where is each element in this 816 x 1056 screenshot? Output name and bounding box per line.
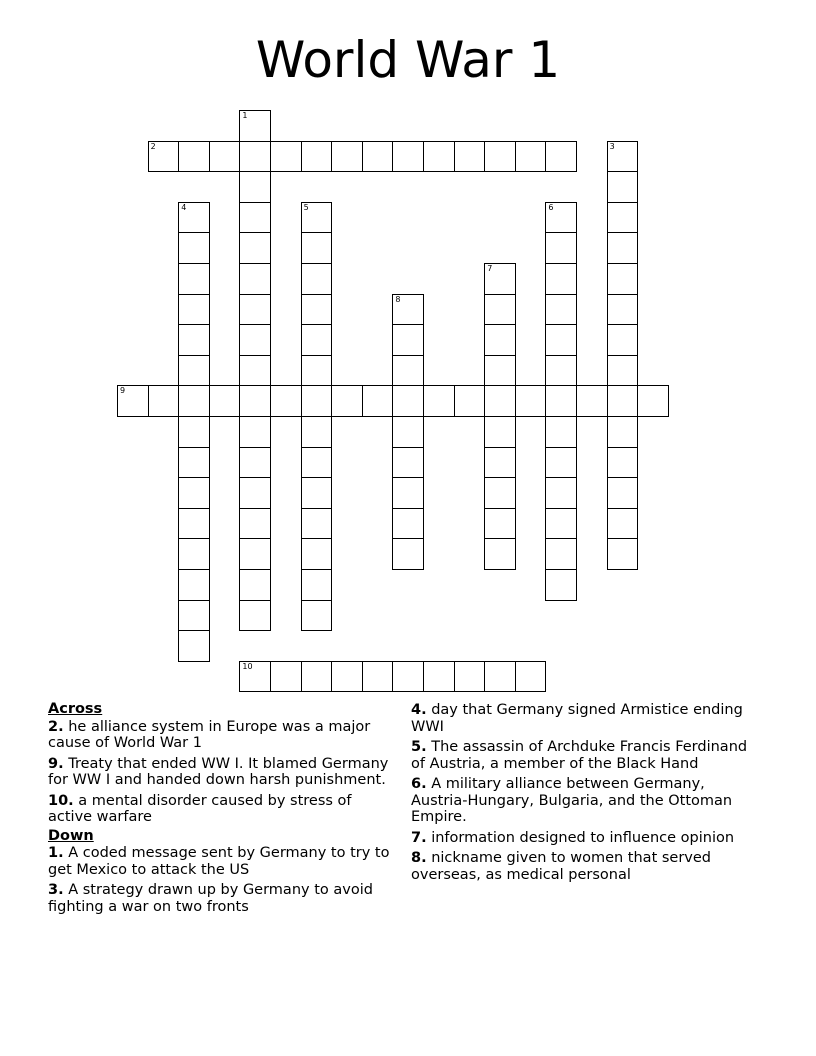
grid-cell[interactable] — [545, 355, 577, 387]
clue-number: 2. — [48, 718, 64, 735]
grid-cell[interactable] — [301, 416, 333, 448]
clues-column-left — [48, 700, 393, 919]
grid-cell[interactable] — [239, 171, 271, 203]
grid-cell[interactable] — [454, 141, 486, 173]
cell-number: 3 — [609, 141, 615, 151]
grid-cell[interactable] — [607, 202, 639, 234]
grid-cell[interactable] — [392, 477, 424, 509]
grid-cell[interactable] — [607, 385, 639, 417]
cell-number: 9 — [120, 386, 126, 396]
grid-cell[interactable] — [515, 385, 547, 417]
cell-number: 2 — [150, 141, 156, 151]
grid-cell[interactable] — [392, 538, 424, 570]
grid-cell[interactable] — [484, 294, 516, 326]
grid-cell[interactable] — [423, 385, 455, 417]
grid-cell[interactable] — [178, 416, 210, 448]
clue-number: 4. — [411, 702, 427, 718]
clue-down-6 — [411, 776, 761, 826]
grid-cell[interactable] — [239, 232, 271, 264]
grid-cell[interactable] — [392, 141, 424, 173]
grid-cell[interactable] — [301, 294, 333, 326]
clue-text: information designed to influence opinion — [431, 829, 735, 846]
grid-cell[interactable] — [545, 569, 577, 601]
grid-cell[interactable] — [545, 447, 577, 479]
clue-number: 6. — [411, 776, 427, 792]
grid-cell[interactable] — [117, 385, 149, 417]
grid-cell[interactable] — [239, 416, 271, 448]
clue-text: a mental disorder caused by stress of active warfare — [48, 792, 352, 825]
grid-cell[interactable] — [484, 661, 516, 693]
grid-cell[interactable] — [270, 141, 302, 173]
clue-down-1 — [48, 845, 393, 878]
grid-cell[interactable] — [239, 141, 271, 173]
clue-text: A strategy drawn up by Germany to avoid fighting a war on two fronts — [48, 882, 373, 915]
grid-cell[interactable] — [607, 324, 639, 356]
clue-down-8 — [411, 850, 761, 883]
grid-cell[interactable] — [607, 447, 639, 479]
grid-cell[interactable] — [484, 477, 516, 509]
grid-cell[interactable] — [484, 508, 516, 540]
grid-cell[interactable] — [423, 141, 455, 173]
grid-cell[interactable] — [301, 600, 333, 632]
grid-cell[interactable] — [484, 141, 516, 173]
grid-cell[interactable] — [392, 447, 424, 479]
grid-cell[interactable] — [515, 141, 547, 173]
grid-cell[interactable] — [148, 385, 180, 417]
grid-cell[interactable] — [484, 385, 516, 417]
grid-cell[interactable] — [239, 661, 271, 693]
cell-number: 6 — [548, 202, 554, 212]
grid-cell[interactable] — [607, 263, 639, 295]
grid-cell[interactable] — [545, 416, 577, 448]
grid-cell[interactable] — [545, 385, 577, 417]
grid-cell[interactable] — [423, 661, 455, 693]
grid-cell[interactable] — [239, 538, 271, 570]
grid-cell[interactable] — [607, 416, 639, 448]
grid-cell[interactable] — [637, 385, 669, 417]
grid-cell[interactable] — [239, 324, 271, 356]
grid-cell[interactable] — [239, 508, 271, 540]
grid-cell[interactable] — [484, 538, 516, 570]
grid-cell[interactable] — [239, 110, 271, 142]
clue-number: 7. — [411, 829, 427, 846]
grid-cell[interactable] — [178, 324, 210, 356]
grid-cell[interactable] — [239, 477, 271, 509]
grid-cell[interactable] — [545, 141, 577, 173]
grid-cell[interactable] — [607, 355, 639, 387]
across-heading: Across — [48, 701, 103, 717]
grid-cell[interactable] — [454, 385, 486, 417]
clue-text: The assassin of Archduke Francis Ferdinand of Austria, a member of the Black Hand — [411, 739, 748, 772]
grid-cell[interactable] — [301, 202, 333, 234]
grid-cell[interactable] — [392, 355, 424, 387]
grid-cell[interactable] — [576, 385, 608, 417]
grid-cell[interactable] — [607, 538, 639, 570]
grid-cell[interactable] — [607, 171, 639, 203]
grid-cell[interactable] — [484, 324, 516, 356]
grid-cell[interactable] — [607, 508, 639, 540]
grid-cell[interactable] — [545, 538, 577, 570]
grid-cell[interactable] — [545, 232, 577, 264]
grid-cell[interactable] — [392, 385, 424, 417]
grid-cell[interactable] — [239, 600, 271, 632]
clue-down-5 — [411, 739, 761, 772]
clue-down-4 — [411, 702, 761, 735]
clue-number: 5. — [411, 739, 427, 755]
clue-number: 9. — [48, 755, 64, 772]
grid-cell[interactable] — [545, 508, 577, 540]
clue-across-9 — [48, 756, 393, 789]
grid-cell[interactable] — [301, 355, 333, 387]
grid-cell[interactable] — [301, 661, 333, 693]
clue-number: 8. — [411, 850, 427, 866]
grid-cell[interactable] — [607, 294, 639, 326]
cell-number: 4 — [181, 202, 187, 212]
grid-cell[interactable] — [331, 661, 363, 693]
grid-cell[interactable] — [239, 385, 271, 417]
grid-cell[interactable] — [484, 355, 516, 387]
clue-across-10 — [48, 793, 393, 826]
grid-cell[interactable] — [331, 141, 363, 173]
grid-cell[interactable] — [545, 202, 577, 234]
grid-cell[interactable] — [301, 477, 333, 509]
grid-cell[interactable] — [301, 232, 333, 264]
clue-text: he alliance system in Europe was a major cause of World War 1 — [48, 718, 371, 751]
grid-cell[interactable] — [239, 569, 271, 601]
grid-cell[interactable] — [239, 447, 271, 479]
cell-number: 5 — [303, 202, 309, 212]
clue-text: A coded message sent by Germany to try to get Mexico to attack the US — [48, 845, 390, 878]
grid-cell[interactable] — [178, 202, 210, 234]
grid-cell[interactable] — [454, 661, 486, 693]
grid-cell[interactable] — [178, 569, 210, 601]
grid-cell[interactable] — [178, 508, 210, 540]
cell-number: 7 — [487, 264, 493, 273]
clue-number: 10. — [48, 792, 74, 809]
grid-cell[interactable] — [301, 508, 333, 540]
grid-cell[interactable] — [178, 263, 210, 295]
grid-cell[interactable] — [178, 447, 210, 479]
grid-cell[interactable] — [270, 661, 302, 693]
clue-number: 1. — [48, 845, 64, 861]
grid-cell[interactable] — [515, 661, 547, 693]
grid-cell[interactable] — [178, 294, 210, 326]
grid-cell[interactable] — [545, 263, 577, 295]
grid-cell[interactable] — [239, 355, 271, 387]
grid-cell[interactable] — [178, 630, 210, 662]
grid-cell[interactable] — [239, 202, 271, 234]
grid-cell[interactable] — [301, 569, 333, 601]
grid-cell[interactable] — [607, 232, 639, 264]
grid-cell[interactable] — [239, 294, 271, 326]
grid-cell[interactable] — [209, 141, 241, 173]
grid-cell[interactable] — [178, 355, 210, 387]
clues-column-right — [411, 700, 761, 887]
grid-cell[interactable] — [178, 538, 210, 570]
clue-number: 3. — [48, 882, 64, 898]
grid-cell[interactable] — [270, 385, 302, 417]
grid-cell[interactable] — [301, 263, 333, 295]
grid-cell[interactable] — [607, 477, 639, 509]
grid-cell[interactable] — [392, 294, 424, 326]
grid-cell[interactable] — [301, 447, 333, 479]
grid-cell[interactable] — [484, 416, 516, 448]
down-heading: Down — [48, 827, 94, 844]
grid-cell[interactable] — [362, 661, 394, 693]
grid-cell[interactable] — [178, 600, 210, 632]
cell-number: 1 — [242, 111, 248, 120]
grid-cell[interactable] — [209, 385, 241, 417]
cell-number: 8 — [395, 294, 401, 304]
clue-down-7 — [411, 830, 761, 847]
grid-cell[interactable] — [484, 263, 516, 295]
clue-text: day that Germany signed Armistice ending WWI — [411, 702, 743, 735]
clue-text: nickname given to women that served overseas, as medical personal — [411, 850, 712, 883]
grid-cell[interactable] — [607, 141, 639, 173]
grid-cell[interactable] — [301, 385, 333, 417]
grid-cell[interactable] — [362, 385, 394, 417]
grid-cell[interactable] — [301, 538, 333, 570]
clue-text: Treaty that ended WW I. It blamed Germany for WW I and handed down harsh punishment. — [48, 755, 389, 788]
clue-down-3 — [48, 882, 393, 915]
page-title: World War 1 — [255, 31, 561, 89]
grid-cell[interactable] — [545, 477, 577, 509]
grid-cell[interactable] — [239, 263, 271, 295]
grid-cell[interactable] — [545, 324, 577, 356]
grid-cell[interactable] — [178, 232, 210, 264]
grid-cell[interactable] — [331, 385, 363, 417]
grid-cell[interactable] — [484, 447, 516, 479]
grid-cell[interactable] — [301, 324, 333, 356]
grid-cell[interactable] — [392, 324, 424, 356]
grid-cell[interactable] — [301, 141, 333, 173]
grid-cell[interactable] — [362, 141, 394, 173]
grid-cell[interactable] — [148, 141, 180, 173]
cell-number: 10 — [242, 661, 253, 671]
grid-cell[interactable] — [392, 416, 424, 448]
grid-cell[interactable] — [392, 661, 424, 693]
grid-cell[interactable] — [178, 477, 210, 509]
grid-cell[interactable] — [392, 508, 424, 540]
grid-cell[interactable] — [178, 141, 210, 173]
grid-cell[interactable] — [545, 294, 577, 326]
grid-cell[interactable] — [178, 385, 210, 417]
clue-across-2 — [48, 719, 393, 752]
clue-text: A military alliance between Germany, Austria-Hungary, Bulgaria, and the Ottoman Empire. — [411, 776, 733, 825]
